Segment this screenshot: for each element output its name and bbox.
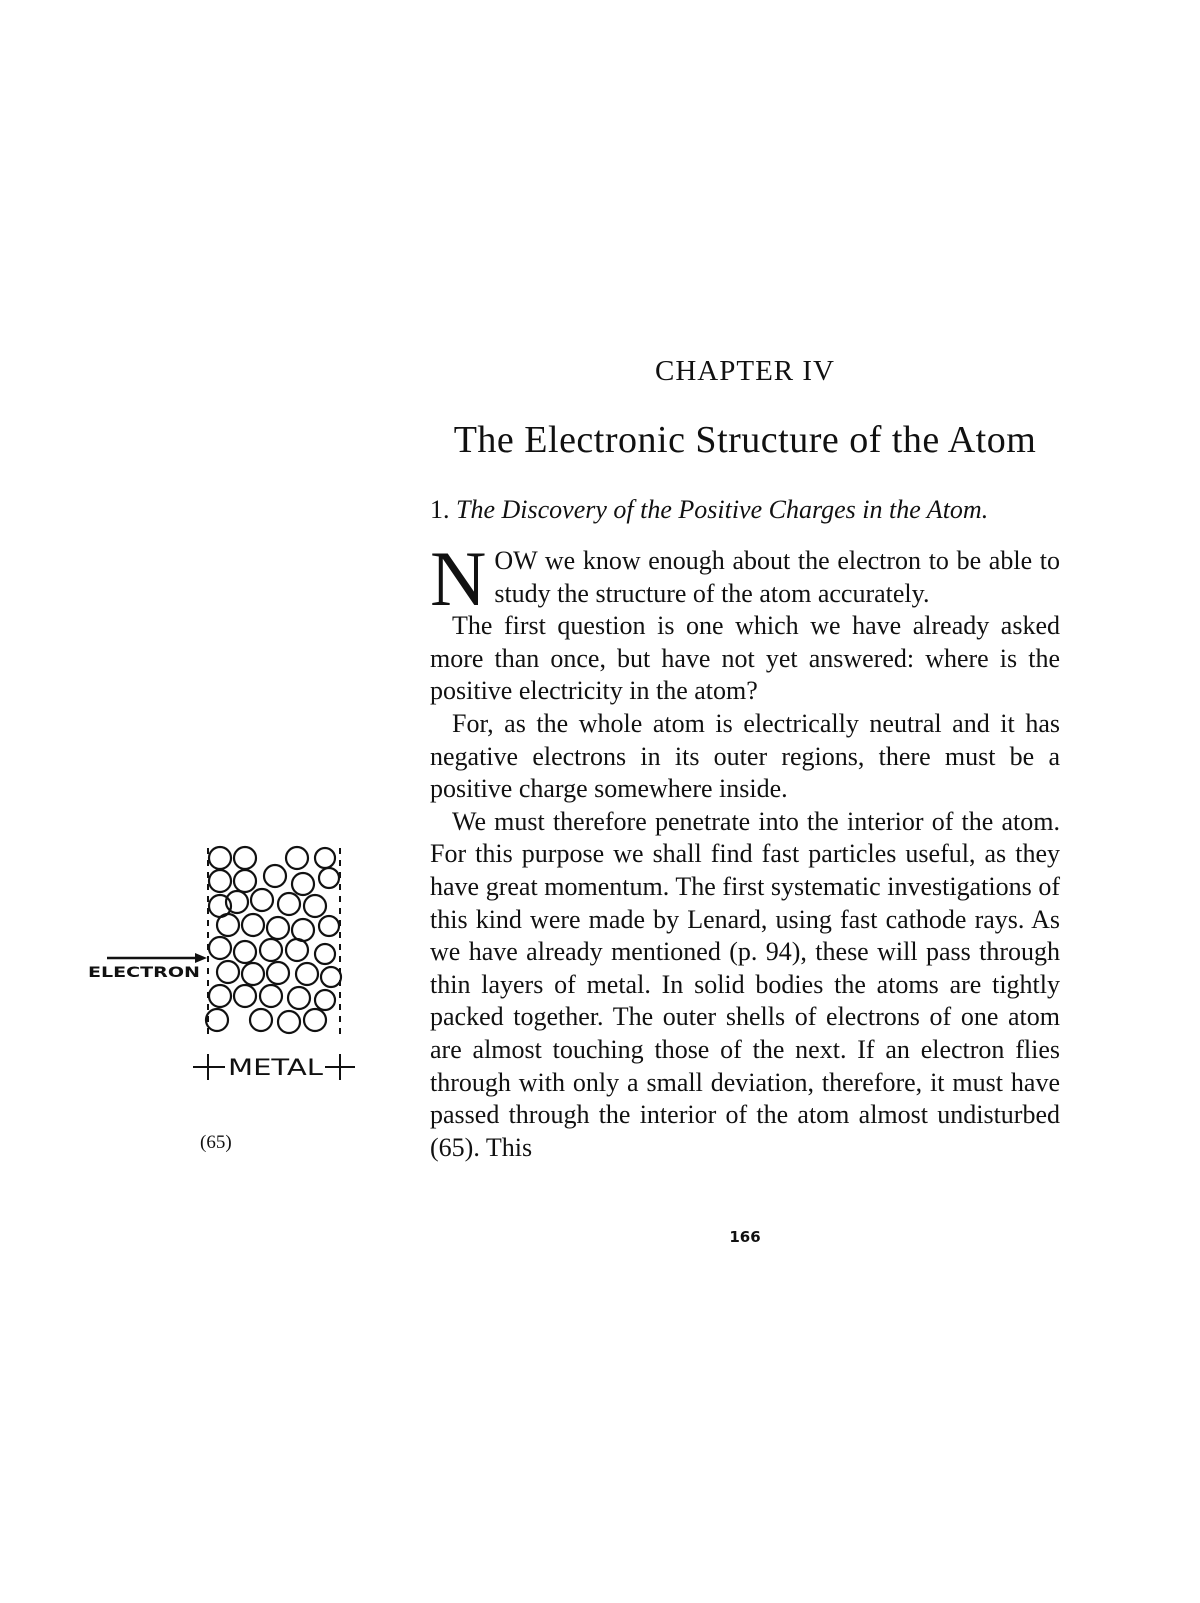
atom-circle [217, 961, 239, 983]
atom-circle [319, 916, 339, 936]
atom-circle [242, 963, 264, 985]
atom-circle [288, 987, 310, 1009]
atom-circle [286, 847, 308, 869]
atom-circle [278, 1011, 300, 1033]
atom-circle [260, 985, 282, 1007]
atom-circle [319, 868, 339, 888]
atom-circle [304, 1009, 326, 1031]
atom-circle [267, 917, 289, 939]
atom-circle [315, 990, 335, 1010]
section-number: 1. [430, 495, 450, 524]
atom-circle [206, 1009, 228, 1031]
atom-circle [315, 848, 335, 868]
atom-circle [264, 865, 286, 887]
atom-circle [267, 962, 289, 984]
atom-circle [315, 944, 335, 964]
electron-arrow-head [195, 953, 207, 963]
atom-circle [209, 870, 231, 892]
paragraph-3: For, as the whole atom is electrically neutral and it has negative electrons in its outer regions, there must be a positive charge somewhere inside. [430, 708, 1060, 804]
atom-circle [234, 870, 256, 892]
atom-circle [321, 967, 341, 987]
paragraph-1 [430, 535, 1060, 622]
atom-circle [286, 939, 308, 961]
figure-electron-through-metal [85, 840, 375, 1100]
page-number: 166 [729, 1228, 761, 1246]
atom-circle [278, 893, 300, 915]
paragraph-1-text: OW we know enough about the electron to be able to study the structure of the atom accurately. [494, 546, 1060, 608]
atom-circle [209, 985, 231, 1007]
atom-circle [251, 889, 273, 911]
atom-circle [209, 847, 231, 869]
drop-cap: N [430, 535, 487, 622]
atom-circle [234, 941, 256, 963]
body-text [430, 535, 1060, 1164]
chapter-title: The Electronic Structure of the Atom [453, 419, 1037, 461]
atom-circle [292, 873, 314, 895]
atom-circle [217, 914, 239, 936]
chapter-label: CHAPTER IV [655, 355, 835, 387]
section-heading [430, 495, 1060, 525]
atom-circle [209, 937, 231, 959]
atom-circle [296, 963, 318, 985]
atom-circle [260, 939, 282, 961]
atom-circle [292, 919, 314, 941]
figure-diagram [85, 840, 375, 1100]
paragraph-2: The first question is one which we have already asked more than once, but have not yet answered: where is the positive electricity in the atom? [430, 611, 1060, 706]
atom-circle [304, 895, 326, 917]
electron-label: ELECTRON [88, 965, 200, 981]
paragraph-4: We must therefore penetrate into the interior of the atom. For this purpose we shall find fast particles useful, as they have great momentum. The first systematic investigations of this kind were made by Lenard, using fast cathode rays. As we have already mentioned (p. 94), these will pass through thin layers of metal. In solid bodies the atoms are tightly packed together. The outer shells of electrons of one atom are almost touching those of the next. If an electron flies through with only a small deviation, therefore, it must have passed through the interior of the atom almost undisturbed (65). This [430, 806, 1060, 1162]
atom-circle [234, 847, 256, 869]
atom-circle [250, 1009, 272, 1031]
metal-atoms [206, 847, 341, 1033]
metal-label: METAL [228, 1056, 324, 1081]
atom-circle [242, 914, 264, 936]
figure-caption: (65) [200, 1132, 232, 1153]
atom-circle [234, 985, 256, 1007]
section-title: The Discovery of the Positive Charges in the Atom. [456, 495, 989, 524]
